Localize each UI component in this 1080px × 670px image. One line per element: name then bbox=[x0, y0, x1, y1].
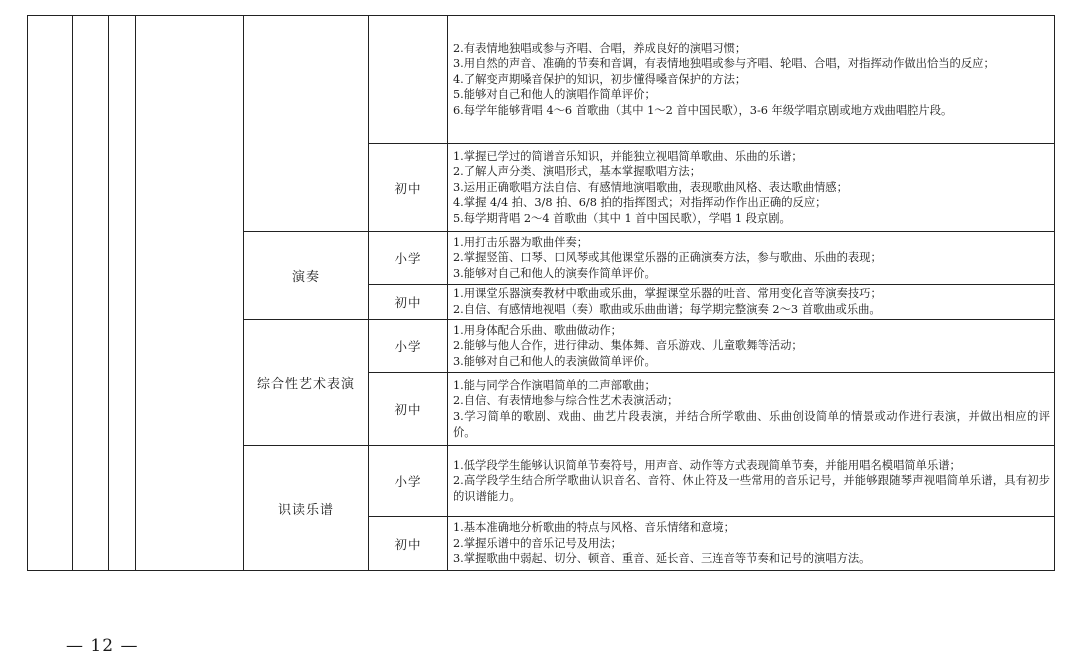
content-line: 1.基本准确地分析歌曲的特点与风格、音乐情绪和意境； bbox=[453, 521, 735, 535]
level-cell: 初中 bbox=[369, 517, 448, 571]
category-cell-arts: 综合性艺术表演 bbox=[244, 320, 369, 446]
content-line: 5.能够对自己和他人的演唱作简单评价； bbox=[453, 88, 656, 102]
curriculum-table bbox=[27, 15, 1055, 571]
category-cell-score-reading: 识读乐谱 bbox=[244, 446, 369, 571]
content-line: 1.用打击乐器为歌曲伴奏； bbox=[453, 235, 589, 249]
content-line: 2.掌握乐谱中的音乐记号及用法； bbox=[453, 536, 622, 550]
content-line: 2.了解人声分类、演唱形式，基本掌握歌唱方法； bbox=[453, 165, 702, 179]
content-line: 3.能够对自己和他人的演奏作简单评价。 bbox=[453, 266, 656, 280]
blank-column-4 bbox=[136, 16, 244, 571]
content-cell bbox=[448, 144, 1055, 232]
content-cell bbox=[448, 517, 1055, 571]
content-line: 3.用自然的声音、准确的节奏和音调，有表情地独唱或参与齐唱、轮唱、合唱，对指挥动作做出恰当的反应； bbox=[453, 57, 995, 71]
content-line: 2.自信、有表情地参与综合性艺术表演活动； bbox=[453, 394, 679, 408]
content-cell bbox=[448, 285, 1055, 320]
content-line: 6.每学年能够背唱 4～6 首歌曲（其中 1～2 首中国民歌），3-6 年级学唱京剧或地方戏曲唱腔片段。 bbox=[453, 103, 953, 117]
level-cell bbox=[369, 16, 448, 144]
content-line: 2.有表情地独唱或参与齐唱、合唱，养成良好的演唱习惯； bbox=[453, 41, 747, 55]
content-line: 1.掌握已学过的简谱音乐知识，并能独立视唱简单歌曲、乐曲的乐谱； bbox=[453, 149, 803, 163]
content-cell bbox=[448, 232, 1055, 285]
content-line: 4.掌握 4/4 拍、3/8 拍、6/8 拍的指挥图式；对指挥动作作出正确的反应； bbox=[453, 196, 827, 210]
page-number: — 12 — bbox=[66, 636, 139, 656]
level-cell: 初中 bbox=[369, 285, 448, 320]
content-line: 2.自信、有感情地视唱（奏）歌曲或乐曲曲谱；每学期完整演奏 2～3 首歌曲或乐曲。 bbox=[453, 303, 881, 316]
level-cell: 小学 bbox=[369, 446, 448, 517]
content-line: 2.掌握竖笛、口琴、口风琴或其他课堂乐器的正确演奏方法，参与歌曲、乐曲的表现； bbox=[453, 251, 882, 265]
content-line: 1.用课堂乐器演奏教材中歌曲或乐曲，掌握课堂乐器的吐音、常用变化音等演奏技巧； bbox=[453, 287, 882, 301]
content-cell bbox=[448, 373, 1055, 446]
content-cell bbox=[448, 320, 1055, 373]
content-cell bbox=[448, 16, 1055, 144]
content-line: 2.能够与他人合作，进行律动、集体舞、音乐游戏、儿童歌舞等活动； bbox=[453, 339, 803, 353]
blank-column-3 bbox=[109, 16, 136, 571]
category-cell-singing bbox=[244, 16, 369, 232]
level-cell: 小学 bbox=[369, 320, 448, 373]
content-line: 3.运用正确歌唱方法自信、有感情地演唱歌曲，表现歌曲风格、表达歌曲情感； bbox=[453, 180, 848, 194]
content-line: 2.高学段学生结合所学歌曲认识音名、音符、休止符及一些常用的音乐记号，并能够跟随琴声视唱简单乐谱，具有初步的识谱能力。 bbox=[453, 474, 1050, 503]
blank-column-1 bbox=[28, 16, 73, 571]
content-line: 3.掌握歌曲中弱起、切分、顿音、重音、延长音、三连音等节奏和记号的演唱方法。 bbox=[453, 552, 871, 566]
blank-column-2 bbox=[73, 16, 109, 571]
table-row bbox=[28, 16, 1055, 144]
content-line: 5.每学期背唱 2～4 首歌曲（其中 1 首中国民歌），学唱 1 段京剧。 bbox=[453, 211, 791, 225]
level-cell: 小学 bbox=[369, 232, 448, 285]
content-cell bbox=[448, 446, 1055, 517]
level-cell: 初中 bbox=[369, 373, 448, 446]
content-line: 1.用身体配合乐曲、歌曲做动作； bbox=[453, 323, 622, 337]
category-cell-performing: 演奏 bbox=[244, 232, 369, 320]
content-line: 1.能与同学合作演唱简单的二声部歌曲； bbox=[453, 378, 656, 392]
content-line: 3.学习简单的歌剧、戏曲、曲艺片段表演，并结合所学歌曲、乐曲创设简单的情景或动作进行表演，并做出相应的评价。 bbox=[453, 410, 1050, 439]
content-line: 3.能够对自己和他人的表演做简单评价。 bbox=[453, 354, 656, 368]
content-line: 1.低学段学生能够认识简单节奏符号，用声音、动作等方式表现简单节奏，并能用唱名模唱简单乐谱； bbox=[453, 458, 961, 472]
content-line: 4.了解变声期嗓音保护的知识，初步懂得嗓音保护的方法； bbox=[453, 72, 747, 86]
level-cell: 初中 bbox=[369, 144, 448, 232]
